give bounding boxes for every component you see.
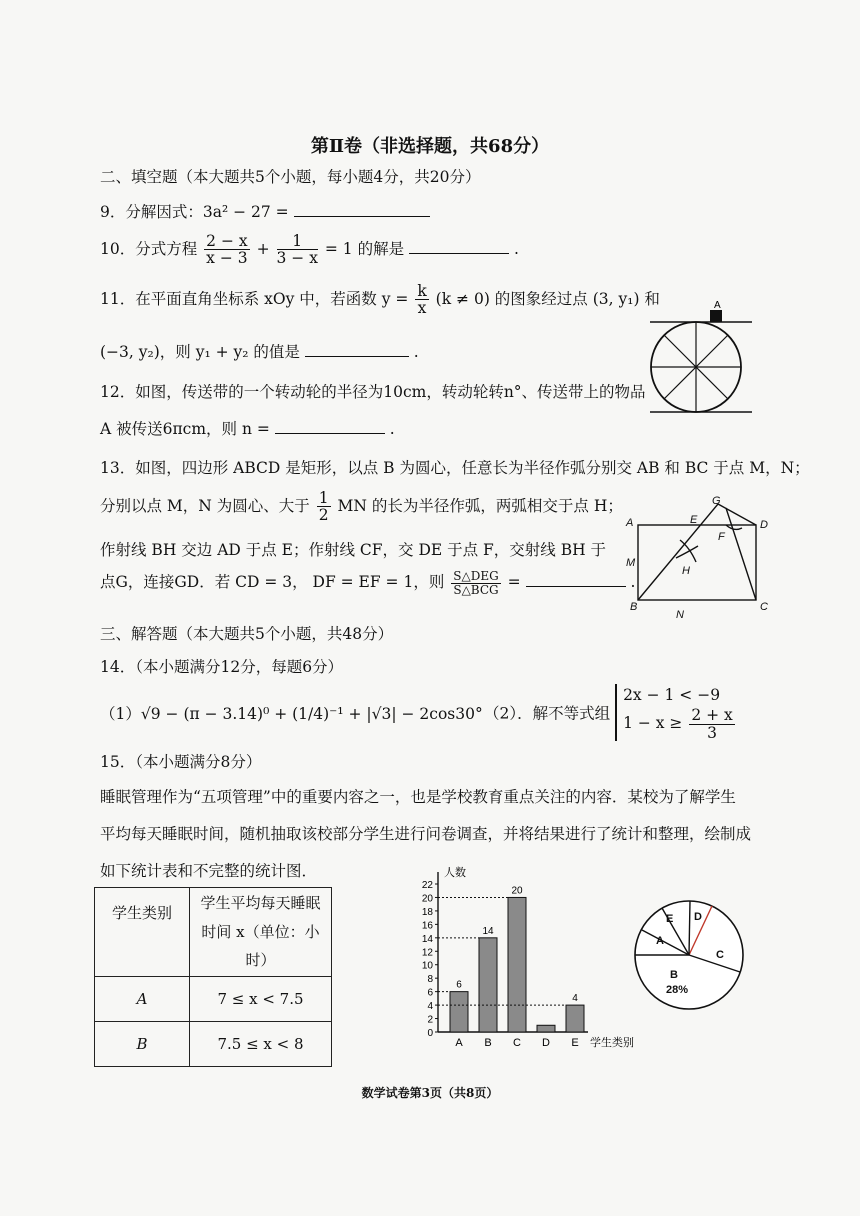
table-header-time-line2: 时间 x（单位：小时） xyxy=(201,922,320,969)
question-13-line2 xyxy=(100,490,623,524)
pie-label-b-percent: 28% xyxy=(666,984,689,996)
point-b-label: B xyxy=(630,601,638,613)
fraction-denominator: x − 3 xyxy=(206,249,248,268)
answer-section-header: 三、解答题（本大题共5个小题，共48分） xyxy=(100,625,394,643)
pie-label-c: C xyxy=(716,949,724,961)
point-f-label: F xyxy=(718,531,725,543)
point-c-label: C xyxy=(760,601,768,613)
x-axis-title: 学生类别 xyxy=(590,1037,634,1049)
point-n-label: N xyxy=(676,609,684,621)
fraction-numerator: 1 xyxy=(318,489,329,507)
fraction-numerator: 2 − x xyxy=(206,232,248,250)
bar-c xyxy=(508,897,526,1032)
wheel-spokes xyxy=(651,322,741,412)
area-ratio-fraction xyxy=(451,570,500,596)
question-10-prefix: 10．分式方程 xyxy=(100,239,198,258)
question-13-text: 分别以点 M，N 为圆心、大于 xyxy=(100,496,310,515)
fraction-numerator: k xyxy=(417,282,427,300)
y-tick-label: 4 xyxy=(427,1001,433,1013)
inequality-1: 2x − 1 < −9 xyxy=(623,686,721,704)
page-footer: 数学试卷第3页（共8页） xyxy=(361,1086,499,1100)
fraction-numerator: S△DEG xyxy=(453,569,499,583)
ray-bh xyxy=(638,504,718,600)
plus-sign: + xyxy=(256,239,270,258)
y-tick-label: 22 xyxy=(421,880,433,891)
fraction xyxy=(317,490,331,524)
question-13-line1: 13．如图，四边形 ABCD 是矩形，以点 B 为圆心，任意长为半径作弧分别交 AB 和 BC 于点 M，N； xyxy=(100,459,810,477)
question-11-text: (k ≠ 0) 的图象经过点 (3, y₁) 和 xyxy=(435,289,660,308)
period: . xyxy=(413,343,419,361)
fraction-denominator: S△BCG xyxy=(453,582,499,597)
x-tick-label: C xyxy=(513,1037,521,1049)
point-g-label: G xyxy=(712,495,721,507)
fraction-numerator: 1 xyxy=(277,233,318,250)
period: . xyxy=(389,420,395,438)
question-14-part2-text: （2）．解不等式组 xyxy=(484,704,611,723)
table-header-category: 学生类别 xyxy=(95,888,190,977)
fraction-denominator: 2 xyxy=(318,506,329,525)
table-header-row xyxy=(95,888,332,977)
table-cell-range: 7 ≤ x < 7.5 xyxy=(190,976,332,1021)
question-11-text: 11．在平面直角坐标系 xOy 中，若函数 y = xyxy=(100,289,409,308)
fraction xyxy=(204,233,249,267)
segment-gd xyxy=(718,504,756,525)
object-a-label: A xyxy=(714,300,721,311)
table-header-time xyxy=(190,888,332,977)
y-tick-label: 6 xyxy=(427,987,433,999)
question-12-line1: 12．如图，传送带的一个转动轮的半径为10cm，转动轮转n°、传送带上的物品 xyxy=(100,383,646,401)
x-tick-label: E xyxy=(571,1037,579,1049)
pie-label-d: D xyxy=(694,911,702,923)
fraction-denominator: 3 xyxy=(707,723,718,742)
bar-b xyxy=(479,938,497,1032)
inequality-2-lhs: 1 − x ≥ xyxy=(623,714,683,733)
table-header-time-line1: 学生平均每天睡眠 xyxy=(200,894,321,912)
y-tick-label: 8 xyxy=(427,974,433,986)
question-10 xyxy=(100,233,519,267)
pie-label-a: A xyxy=(656,935,664,947)
point-m-label: M xyxy=(626,557,636,569)
question-9-text: 9．分解因式：3a² − 27 = xyxy=(100,203,289,221)
question-12-text: A 被传送6πcm，则 n = xyxy=(100,420,270,438)
bar-value-label: 14 xyxy=(482,925,494,937)
sleep-statistics-table xyxy=(94,887,332,1067)
y-tick-label: 0 xyxy=(427,1028,433,1039)
x-tick-label: D xyxy=(542,1037,550,1049)
fraction-denominator: x xyxy=(417,299,427,318)
inequality-2 xyxy=(623,707,737,741)
question-14-part1: （1）√9 − (π − 3.14)⁰ + (1/4)⁻¹ + |√3| − 2cos30° xyxy=(100,705,483,723)
question-15-line2: 平均每天睡眠时间，随机抽取该校部分学生进行问卷调查，并将结果进行了统计和整理，绘制成 xyxy=(100,825,752,843)
question-15-line1: 睡眠管理作为“五项管理”中的重要内容之一，也是学校教育重点关注的内容．某校为了解学生 xyxy=(100,788,736,806)
question-9 xyxy=(100,200,430,222)
y-tick-label: 20 xyxy=(421,893,433,905)
question-13-text: MN 的长为半径作弧，两弧相交于点 H； xyxy=(337,496,623,515)
answer-blank[interactable] xyxy=(275,419,385,434)
bar-e xyxy=(566,1005,584,1032)
question-11-text: (−3, y₂)，则 y₁ + y₂ 的值是 xyxy=(100,343,300,361)
answer-blank[interactable] xyxy=(294,202,430,217)
pie-label-e: E xyxy=(666,913,674,925)
table-row xyxy=(95,976,332,1021)
answer-blank[interactable] xyxy=(305,342,409,357)
pie-label-b: B xyxy=(670,969,678,981)
fraction-denominator: 3 − x xyxy=(276,249,318,268)
answer-blank[interactable] xyxy=(526,572,626,587)
y-tick-label: 2 xyxy=(427,1014,433,1026)
point-a-label: A xyxy=(626,517,634,529)
table-cell-range: 7.5 ≤ x < 8 xyxy=(190,1021,332,1066)
y-tick-label: 18 xyxy=(421,906,433,918)
y-tick-label: 12 xyxy=(421,947,433,959)
bar-value-label: 4 xyxy=(572,993,578,1005)
y-tick-label: 16 xyxy=(421,920,433,932)
fraction xyxy=(277,233,318,267)
point-e-label: E xyxy=(690,514,698,526)
table-cell-category: B xyxy=(95,1021,190,1066)
point-h-label: H xyxy=(682,565,690,577)
fraction xyxy=(689,707,734,741)
y-tick-label: 14 xyxy=(421,933,433,945)
equals-sign: = xyxy=(507,573,521,592)
bar-value-label: 6 xyxy=(456,979,462,991)
bar-d xyxy=(537,1025,555,1032)
answer-blank[interactable] xyxy=(409,239,509,254)
pie-chart xyxy=(630,896,748,1014)
period: . xyxy=(630,573,636,592)
fraction xyxy=(415,283,428,317)
x-tick-label: B xyxy=(484,1037,492,1049)
conveyor-wheel-figure xyxy=(640,300,760,420)
point-d-label: D xyxy=(760,519,768,531)
question-14-part2 xyxy=(484,684,737,741)
question-13-line4 xyxy=(100,570,635,596)
bar-a xyxy=(450,992,468,1032)
period: . xyxy=(513,239,519,258)
y-axis-title: 人数 xyxy=(444,867,466,879)
y-tick-label: 10 xyxy=(421,960,433,972)
x-tick-label: A xyxy=(455,1037,463,1049)
question-14-title: 14．（本小题满分12分，每题6分） xyxy=(100,658,344,676)
bar-value-label: 20 xyxy=(511,885,523,897)
rectangle-geometry-figure xyxy=(618,490,778,625)
section-title: 第Ⅱ卷（非选择题，共68分） xyxy=(310,136,550,157)
rectangle-abcd xyxy=(638,525,756,600)
question-13-line3: 作射线 BH 交边 AD 于点 E；作射线 CF，交 DE 于点 F，交射线 BH 于 xyxy=(100,541,607,559)
pie-divider xyxy=(689,901,690,955)
question-11-line1 xyxy=(100,283,660,317)
fraction-numerator: 2 + x xyxy=(691,706,733,725)
question-12-line2 xyxy=(100,417,395,439)
question-15-title: 15．（本小题满分8分） xyxy=(100,753,262,771)
question-15-line3: 如下统计表和不完整的统计图． xyxy=(100,862,318,880)
inequality-system xyxy=(615,684,737,741)
table-row xyxy=(95,1021,332,1066)
question-10-suffix: = 1 的解是 xyxy=(324,239,405,258)
question-11-line2 xyxy=(100,340,419,362)
question-13-text: 点G，连接GD．若 CD = 3， DF = EF = 1，则 xyxy=(100,573,445,592)
table-cell-category: A xyxy=(95,976,190,1021)
fill-section-header: 二、填空题（本大题共5个小题，每小题4分，共20分） xyxy=(100,168,481,186)
object-a-block xyxy=(710,310,722,322)
